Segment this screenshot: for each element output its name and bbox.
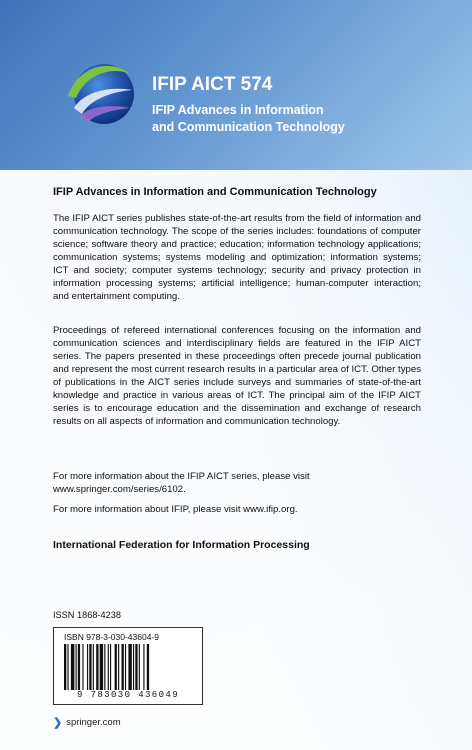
- more-info-series: [53, 470, 421, 496]
- paragraph-proceedings: Proceedings of refereed international conferences focusing on the information and communication sciences and interdisciplinary fields are featured in the IFIP AICT series. The papers presented in these proceedings often precede journal publication and represent the most current research results in a particular area of ICT. Other types of publications in the AICT series include surveys and summaries of state-of-the-art knowledge and practice in various areas of ICT. The principal aim of the IFIP AICT series is to encourage education and the dissemination and exchange of research results on all aspects of information and communication technology.: [53, 325, 421, 427]
- publisher-link[interactable]: [53, 716, 121, 729]
- series-subtitle-line2: and Communication Technology: [152, 120, 345, 134]
- ifip-globe-logo-icon: [60, 52, 140, 132]
- more-info-series-line1: For more information about the IFIP AICT series, please visit: [53, 471, 310, 482]
- series-url[interactable]: www.springer.com/series/6102.: [53, 484, 186, 495]
- isbn-number: ISBN 978-3-030-43604-9: [64, 632, 159, 642]
- cover-header: [0, 0, 472, 170]
- isbn-barcode-box: [53, 627, 203, 705]
- barcode-icon: [62, 644, 194, 690]
- chevron-right-icon: ❯: [53, 717, 63, 729]
- paragraph-series-scope: The IFIP AICT series publishes state-of-the-art results from the field of information and communication technology. The scope of the series includes: foundations of computer science; software theory and practice; education; information technology applications; communication systems; systems modeling and optimization; information systems; ICT and society; computer systems technology; security and privacy protection in information processing systems; artificial intelligence; human-computer interaction; and entertainment computing.: [53, 213, 421, 302]
- series-subtitle-line1: IFIP Advances in Information: [152, 103, 324, 117]
- series-title: IFIP AICT 574: [152, 74, 273, 95]
- series-subtitle: [152, 102, 372, 136]
- organization-name: International Federation for Information Processing: [53, 539, 310, 551]
- more-info-ifip: For more information about IFIP, please visit www.ifip.org.: [53, 504, 298, 515]
- issn-number: ISSN 1868-4238: [53, 610, 121, 620]
- publisher-url: springer.com: [66, 717, 121, 728]
- body-heading: IFIP Advances in Information and Communication Technology: [53, 186, 377, 198]
- barcode-digits: 9 783030 436049: [76, 690, 179, 700]
